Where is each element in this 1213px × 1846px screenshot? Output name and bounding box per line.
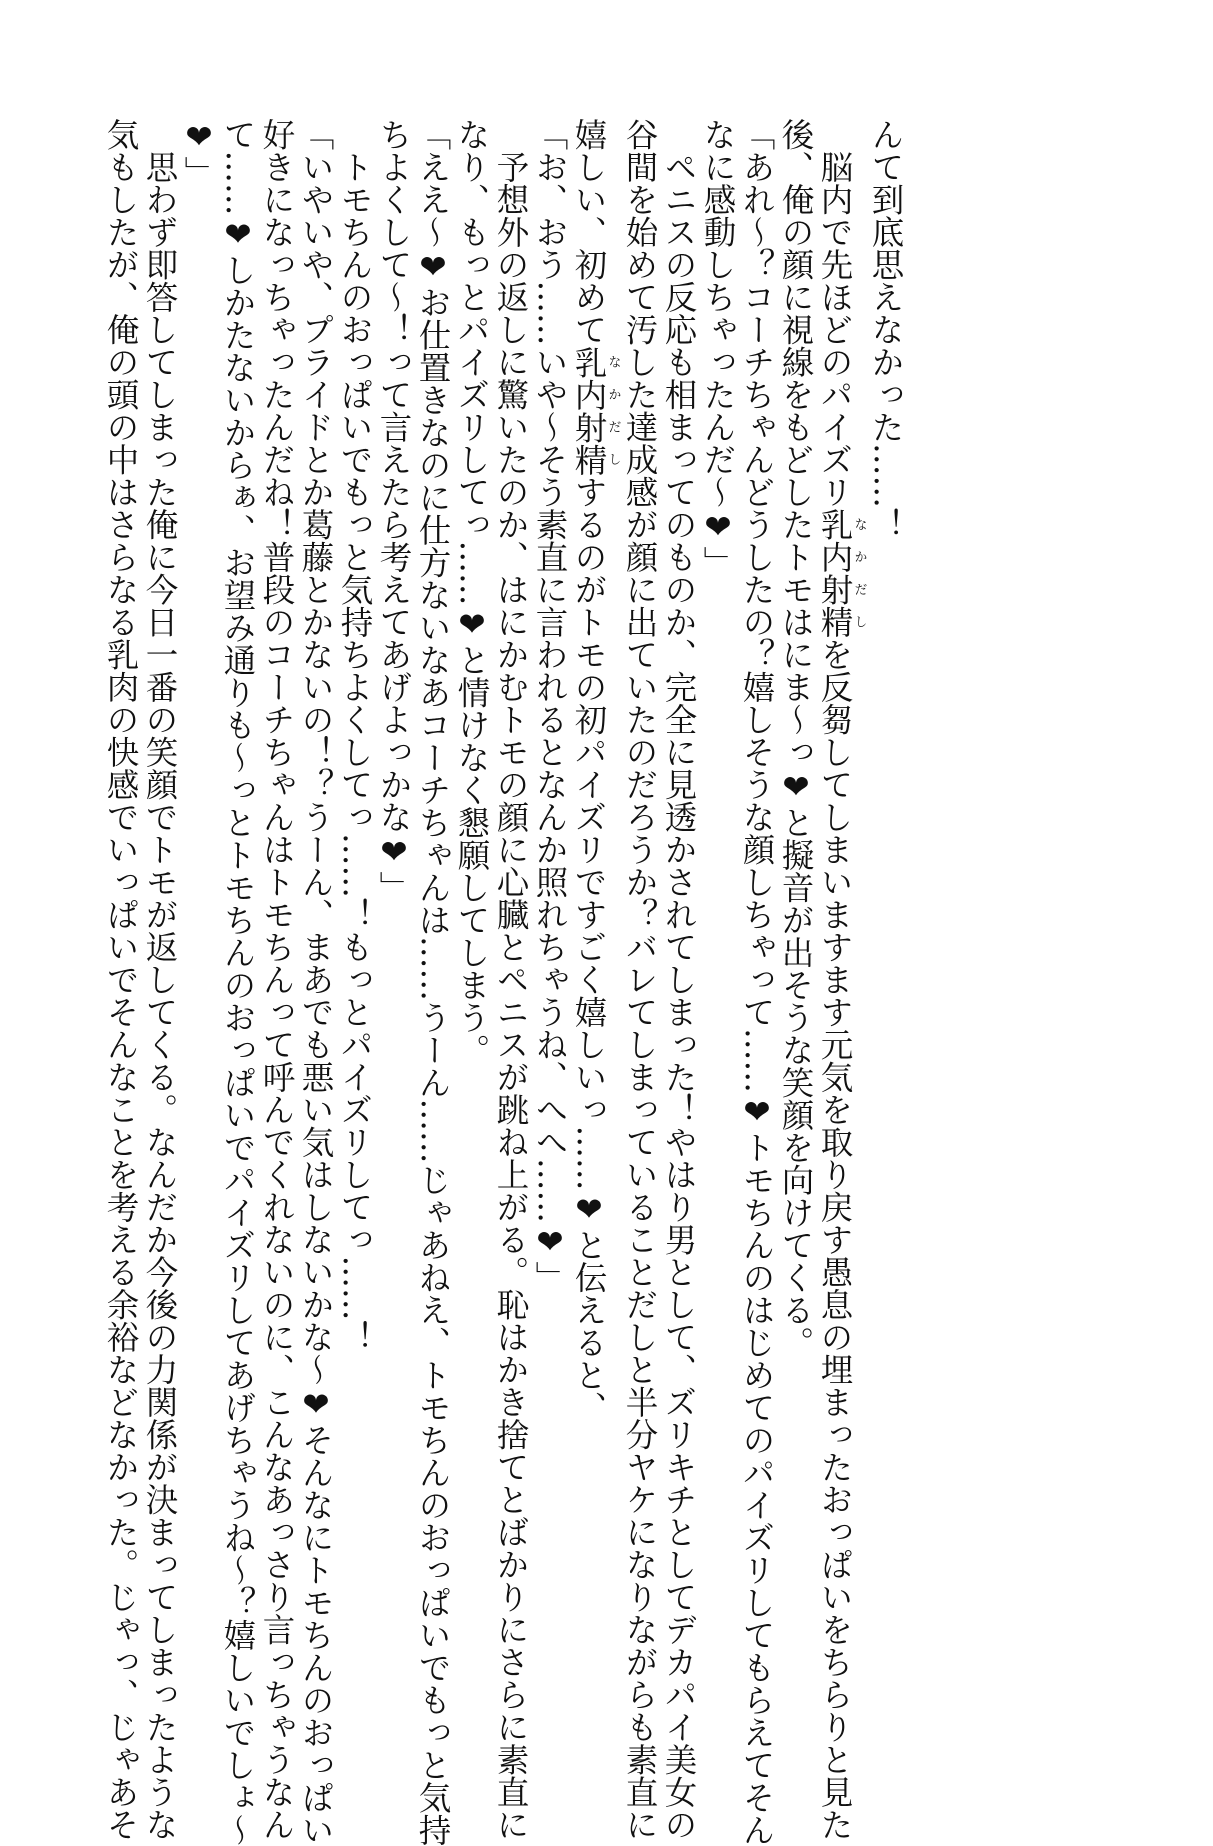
heart-icon: ❤ <box>375 833 413 871</box>
text-column: トモちんのおっぱいでもっと気持ちよくしてっ……！もっとパイズリしてっ……！ <box>336 118 374 1353</box>
heart-icon: ❤ <box>414 248 452 286</box>
text-column: ちよくして～！って言えたら考えてあげよっかな❤」 <box>375 118 413 904</box>
text-column: なに感動しちゃったんだ～❤」 <box>699 118 737 579</box>
text-column: 好きになっちゃったんだね！普段のコーチちゃんはトモちんって呼んでくれないのに、こんなあっさり言っちゃうなん <box>258 118 296 1841</box>
text-column: 後、俺の顔に視線をもどしたトモはにま～っ❤と擬音が出そうな笑顔を向けてくる。 <box>777 118 815 1359</box>
heart-icon: ❤ <box>297 1385 335 1424</box>
novel-page-text <box>102 118 905 1846</box>
ruby-base: 乳内射精 <box>816 508 854 638</box>
text-column: 気もしたが、俺の頭の中はさらなる乳肉の快感でいっぱいでそんなことを考える余裕などなかった。じゃっ、じゃあそ <box>102 118 140 1841</box>
heart-icon: ❤ <box>570 1190 608 1229</box>
heart-icon: ❤ <box>777 768 815 806</box>
text-column <box>569 118 620 1458</box>
heart-icon: ❤ <box>699 508 737 546</box>
heart-icon: ❤ <box>219 215 257 254</box>
text-column: んて到底思えなかった……！ <box>867 118 905 541</box>
text-column: なり、もっとパイズリしてっ……❤と情けなく懇願してしまう。 <box>453 118 491 1066</box>
text-segment: 嬉しい、初めて <box>570 118 608 346</box>
text-column: 「お、おう……いや～そう素直に言われるとなんか照れちゃうね、へへ……❤」 <box>531 118 569 1294</box>
text-column: 「いやいや、プライドとか葛藤とかないの！？うーん、まあでも悪い気はしないかな～❤そんなにトモちんのおっぱい <box>297 118 335 1846</box>
text-column <box>815 118 867 1841</box>
text-column: て……❤しかたないからぁ、お望み通りも～っとトモちんのおっぱいでパイズリしてあげちゃうね～？嬉しいでしょ～ <box>219 118 257 1846</box>
heart-icon: ❤ <box>453 605 491 644</box>
text-column: 予想外の返しに驚いたのか、はにかむトモの顔に心臓とペニスが跳ね上がる。恥はかき捨てとばかりにさらに素直に <box>492 118 530 1841</box>
ruby-base: 乳内射精 <box>570 345 608 476</box>
text-column: 思わず即答してしまった俺に今日一番の笑顔でトモが返してくる。なんだか今後の力関係が決まってしまったような <box>141 118 179 1841</box>
text-column: ❤」 <box>180 118 218 189</box>
text-column: ペニスの反応も相まってのものか、完全に見透かされてしまった！やはり男として、ズリキチとしてデカパイ美女の <box>660 118 698 1841</box>
ruby-word <box>570 345 621 476</box>
text-column: 谷間を始めて汚した達成感が顔に出ていたのだろうか？バレてしまっていることだしと半分ヤケになりながらも素直に <box>621 118 659 1841</box>
heart-icon: ❤ <box>531 1223 569 1261</box>
heart-icon: ❤ <box>738 1093 776 1131</box>
ruby-reading: なかだし <box>605 345 621 476</box>
text-segment: 脳内で先ほどのパイズリ <box>816 118 854 508</box>
text-column: 「あれ～？コーチちゃんどうしたの？嬉しそうな顔しちゃって……❤トモちんのはじめてのパイズリしてもらえてそん <box>738 118 776 1846</box>
text-segment: するのがトモの初パイズリですごく嬉しいっ……❤と伝えると、 <box>570 475 608 1424</box>
ruby-word <box>816 508 867 638</box>
text-column: 「ええ～❤お仕置きなのに仕方ないなあコーチちゃんは……うーん……じゃあねえ、トモちんのおっぱいでもっと気持 <box>414 118 452 1846</box>
ruby-reading: なかだし <box>851 508 867 638</box>
heart-icon: ❤ <box>180 118 218 156</box>
text-segment: を反芻してしまいますます元気を取り戻す愚息の埋まったおっぱいをちらりと見た <box>816 638 854 1841</box>
